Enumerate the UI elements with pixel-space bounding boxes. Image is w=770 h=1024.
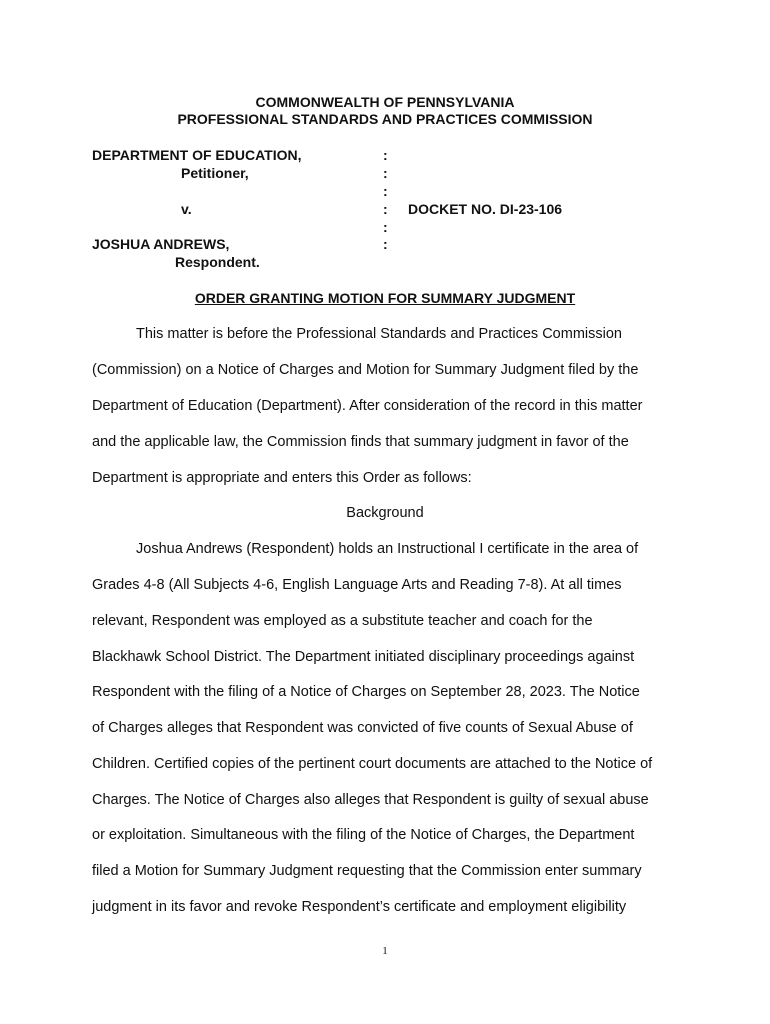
paragraph-line: Department of Education (Department). After consideration of the record in this matter [92,398,643,414]
paragraph-line: Joshua Andrews (Respondent) holds an Instructional I certificate in the area of [136,541,639,557]
paragraph-line: filed a Motion for Summary Judgment requesting that the Commission enter summary [92,863,642,879]
paragraph-line: (Commission) on a Notice of Charges and Motion for Summary Judgment filed by the [92,362,639,378]
caption-colon: : [383,183,388,199]
petitioner-role: Petitioner, [181,165,249,181]
petitioner-name: DEPARTMENT OF EDUCATION, [92,147,302,163]
paragraph-line: of Charges alleges that Respondent was convicted of five counts of Sexual Abuse of [92,720,633,736]
docket-number: DOCKET NO. DI-23-106 [408,201,563,217]
paragraph-line: judgment in its favor and revoke Respondent’s certificate and employment eligibility [92,899,627,915]
paragraph-line: Respondent with the filing of a Notice of Charges on September 28, 2023. The Notice [92,684,640,700]
paragraph-line: relevant, Respondent was employed as a substitute teacher and coach for the [92,613,593,629]
caption-colon: : [383,201,388,217]
paragraph-line: Department is appropriate and enters this Order as follows: [92,470,472,486]
paragraph-line: and the applicable law, the Commission finds that summary judgment in favor of the [92,434,629,450]
caption-colon: : [383,165,388,181]
paragraph-line: or exploitation. Simultaneous with the filing of the Notice of Charges, the Department [92,827,635,843]
respondent-role: Respondent. [175,254,260,270]
paragraph-line: Grades 4-8 (All Subjects 4-6, English Language Arts and Reading 7-8). At all times [92,577,622,593]
caption-colon: : [383,147,388,163]
respondent-name: JOSHUA ANDREWS, [92,236,230,252]
section-heading-background: Background [346,505,424,521]
paragraph-line: This matter is before the Professional Standards and Practices Commission [136,326,622,342]
caption-colon: : [383,219,388,235]
paragraph-line: Blackhawk School District. The Department initiated disciplinary proceedings against [92,649,635,665]
paragraph-line: Children. Certified copies of the pertinent court documents are attached to the Notice of [92,756,653,772]
header-commonwealth: COMMONWEALTH OF PENNSYLVANIA [255,94,515,110]
page-number: 1 [382,945,388,957]
header-commission: PROFESSIONAL STANDARDS AND PRACTICES COMMISSION [177,111,593,127]
order-title: ORDER GRANTING MOTION FOR SUMMARY JUDGMENT [194,290,576,306]
caption-colon: : [383,236,388,252]
paragraph-line: Charges. The Notice of Charges also alleges that Respondent is guilty of sexual abuse [92,792,649,808]
versus-label: v. [181,201,192,217]
